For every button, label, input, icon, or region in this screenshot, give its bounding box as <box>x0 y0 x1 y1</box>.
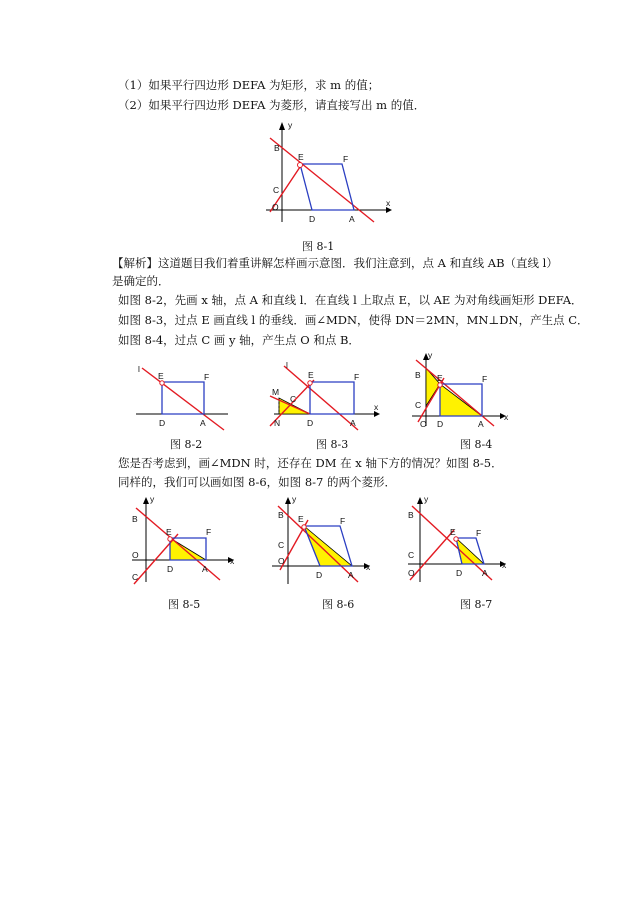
analysis-line-2: 是确定的． <box>112 274 170 288</box>
point-o-label: O <box>408 568 415 578</box>
point-d-label: D <box>437 419 444 429</box>
point-e-label: E <box>166 527 172 537</box>
point-f-label: F <box>204 372 210 382</box>
point-a-label: A <box>350 418 356 428</box>
caption-8-5: 图 8-5 <box>168 598 201 611</box>
point-a-label: A <box>478 419 484 429</box>
point-d-label: D <box>309 214 316 224</box>
point-c-label: C <box>132 572 139 582</box>
point-a-label: A <box>200 418 206 428</box>
point-e-label: E <box>298 514 304 524</box>
figure-8-7 <box>404 494 514 586</box>
point-e-label: E <box>450 527 456 537</box>
question-1: （1）如果平行四边形 DEFA 为矩形，求 m 的值； <box>118 78 380 92</box>
line-l-label: l <box>138 364 140 374</box>
point-b-label: B <box>278 510 284 520</box>
caption-8-3: 图 8-3 <box>316 438 349 451</box>
point-c-label: C <box>278 540 285 550</box>
y-axis-label: y <box>292 494 297 504</box>
point-o-label: O <box>132 550 139 560</box>
point-b-label: B <box>415 370 421 380</box>
point-b-label: B <box>408 510 414 520</box>
point-c-label: C <box>408 550 415 560</box>
point-d-label: D <box>167 564 174 574</box>
caption-8-4: 图 8-4 <box>460 438 493 451</box>
x-axis-label: x <box>366 562 371 572</box>
figure-8-3 <box>270 360 382 432</box>
point-f-label: F <box>482 374 488 384</box>
point-d-label: D <box>307 418 314 428</box>
point-n-label: N <box>274 418 281 428</box>
point-c-label: C <box>415 400 422 410</box>
point-e-label: E <box>298 152 304 162</box>
point-e-label: E <box>308 370 314 380</box>
step-2: 如图 8-3，过点 E 画直线 l 的垂线．画∠MDN，使得 DN＝2MN，MN⊥DN，产生点 C． <box>118 313 589 327</box>
point-c-label: C <box>290 394 297 404</box>
point-f-label: F <box>340 516 346 526</box>
analysis-line-1: 【解析】这道题目我们着重讲解怎样画示意图．我们注意到，点 A 和直线 AB（直线 l） <box>112 256 558 270</box>
x-axis-label: x <box>502 560 507 570</box>
point-e-label: E <box>437 373 443 383</box>
point-e-label: E <box>158 371 164 381</box>
figure-8-2 <box>132 362 242 432</box>
point-a-label: A <box>482 568 488 578</box>
point-c-label: C <box>273 185 280 195</box>
point-a-label: A <box>349 214 355 224</box>
figure-8-1 <box>262 118 402 228</box>
point-a-label: A <box>348 570 354 580</box>
x-axis-label: x <box>374 402 379 412</box>
point-o-label: O <box>278 556 285 566</box>
point-f-label: F <box>206 527 212 537</box>
figure-8-6 <box>268 494 378 586</box>
point-o-label: O <box>272 202 279 212</box>
x-axis-label: x <box>386 198 391 208</box>
y-axis-label: y <box>428 350 433 360</box>
point-m-label: M <box>272 387 280 397</box>
line-l-label: l <box>286 360 288 370</box>
point-f-label: F <box>476 528 482 538</box>
y-axis-label: y <box>424 494 429 504</box>
point-f-label: F <box>343 154 349 164</box>
figure-8-4 <box>408 350 518 432</box>
caption-8-1: 图 8-1 <box>302 240 335 253</box>
step-1: 如图 8-2，先画 x 轴，点 A 和直线 l．在直线 l 上取点 E，以 AE 为对角线画矩形 DEFA． <box>118 293 583 307</box>
caption-8-7: 图 8-7 <box>460 598 493 611</box>
y-axis-label: y <box>288 120 293 130</box>
point-d-label: D <box>456 568 463 578</box>
y-axis-label: y <box>150 494 155 504</box>
consider-text: 您是否考虑到，画∠MDN 时，还存在 DM 在 x 轴下方的情况？如图 8-5． <box>118 456 503 470</box>
point-f-label: F <box>354 372 360 382</box>
point-o-label: O <box>420 419 427 429</box>
point-d-label: D <box>159 418 166 428</box>
similar-text: 同样的，我们可以画如图 8-6，如图 8-7 的两个菱形． <box>118 475 397 489</box>
x-axis-label: x <box>504 412 509 422</box>
point-b-label: B <box>274 143 280 153</box>
caption-8-6: 图 8-6 <box>322 598 355 611</box>
point-d-label: D <box>316 570 323 580</box>
step-3: 如图 8-4，过点 C 画 y 轴，产生点 O 和点 B． <box>118 333 360 347</box>
figure-8-5 <box>128 494 238 586</box>
x-axis-label: x <box>230 556 235 566</box>
point-a-label: A <box>202 564 208 574</box>
question-2: （2）如果平行四边形 DEFA 为菱形，请直接写出 m 的值． <box>118 98 426 112</box>
point-b-label: B <box>132 514 138 524</box>
caption-8-2: 图 8-2 <box>170 438 203 451</box>
